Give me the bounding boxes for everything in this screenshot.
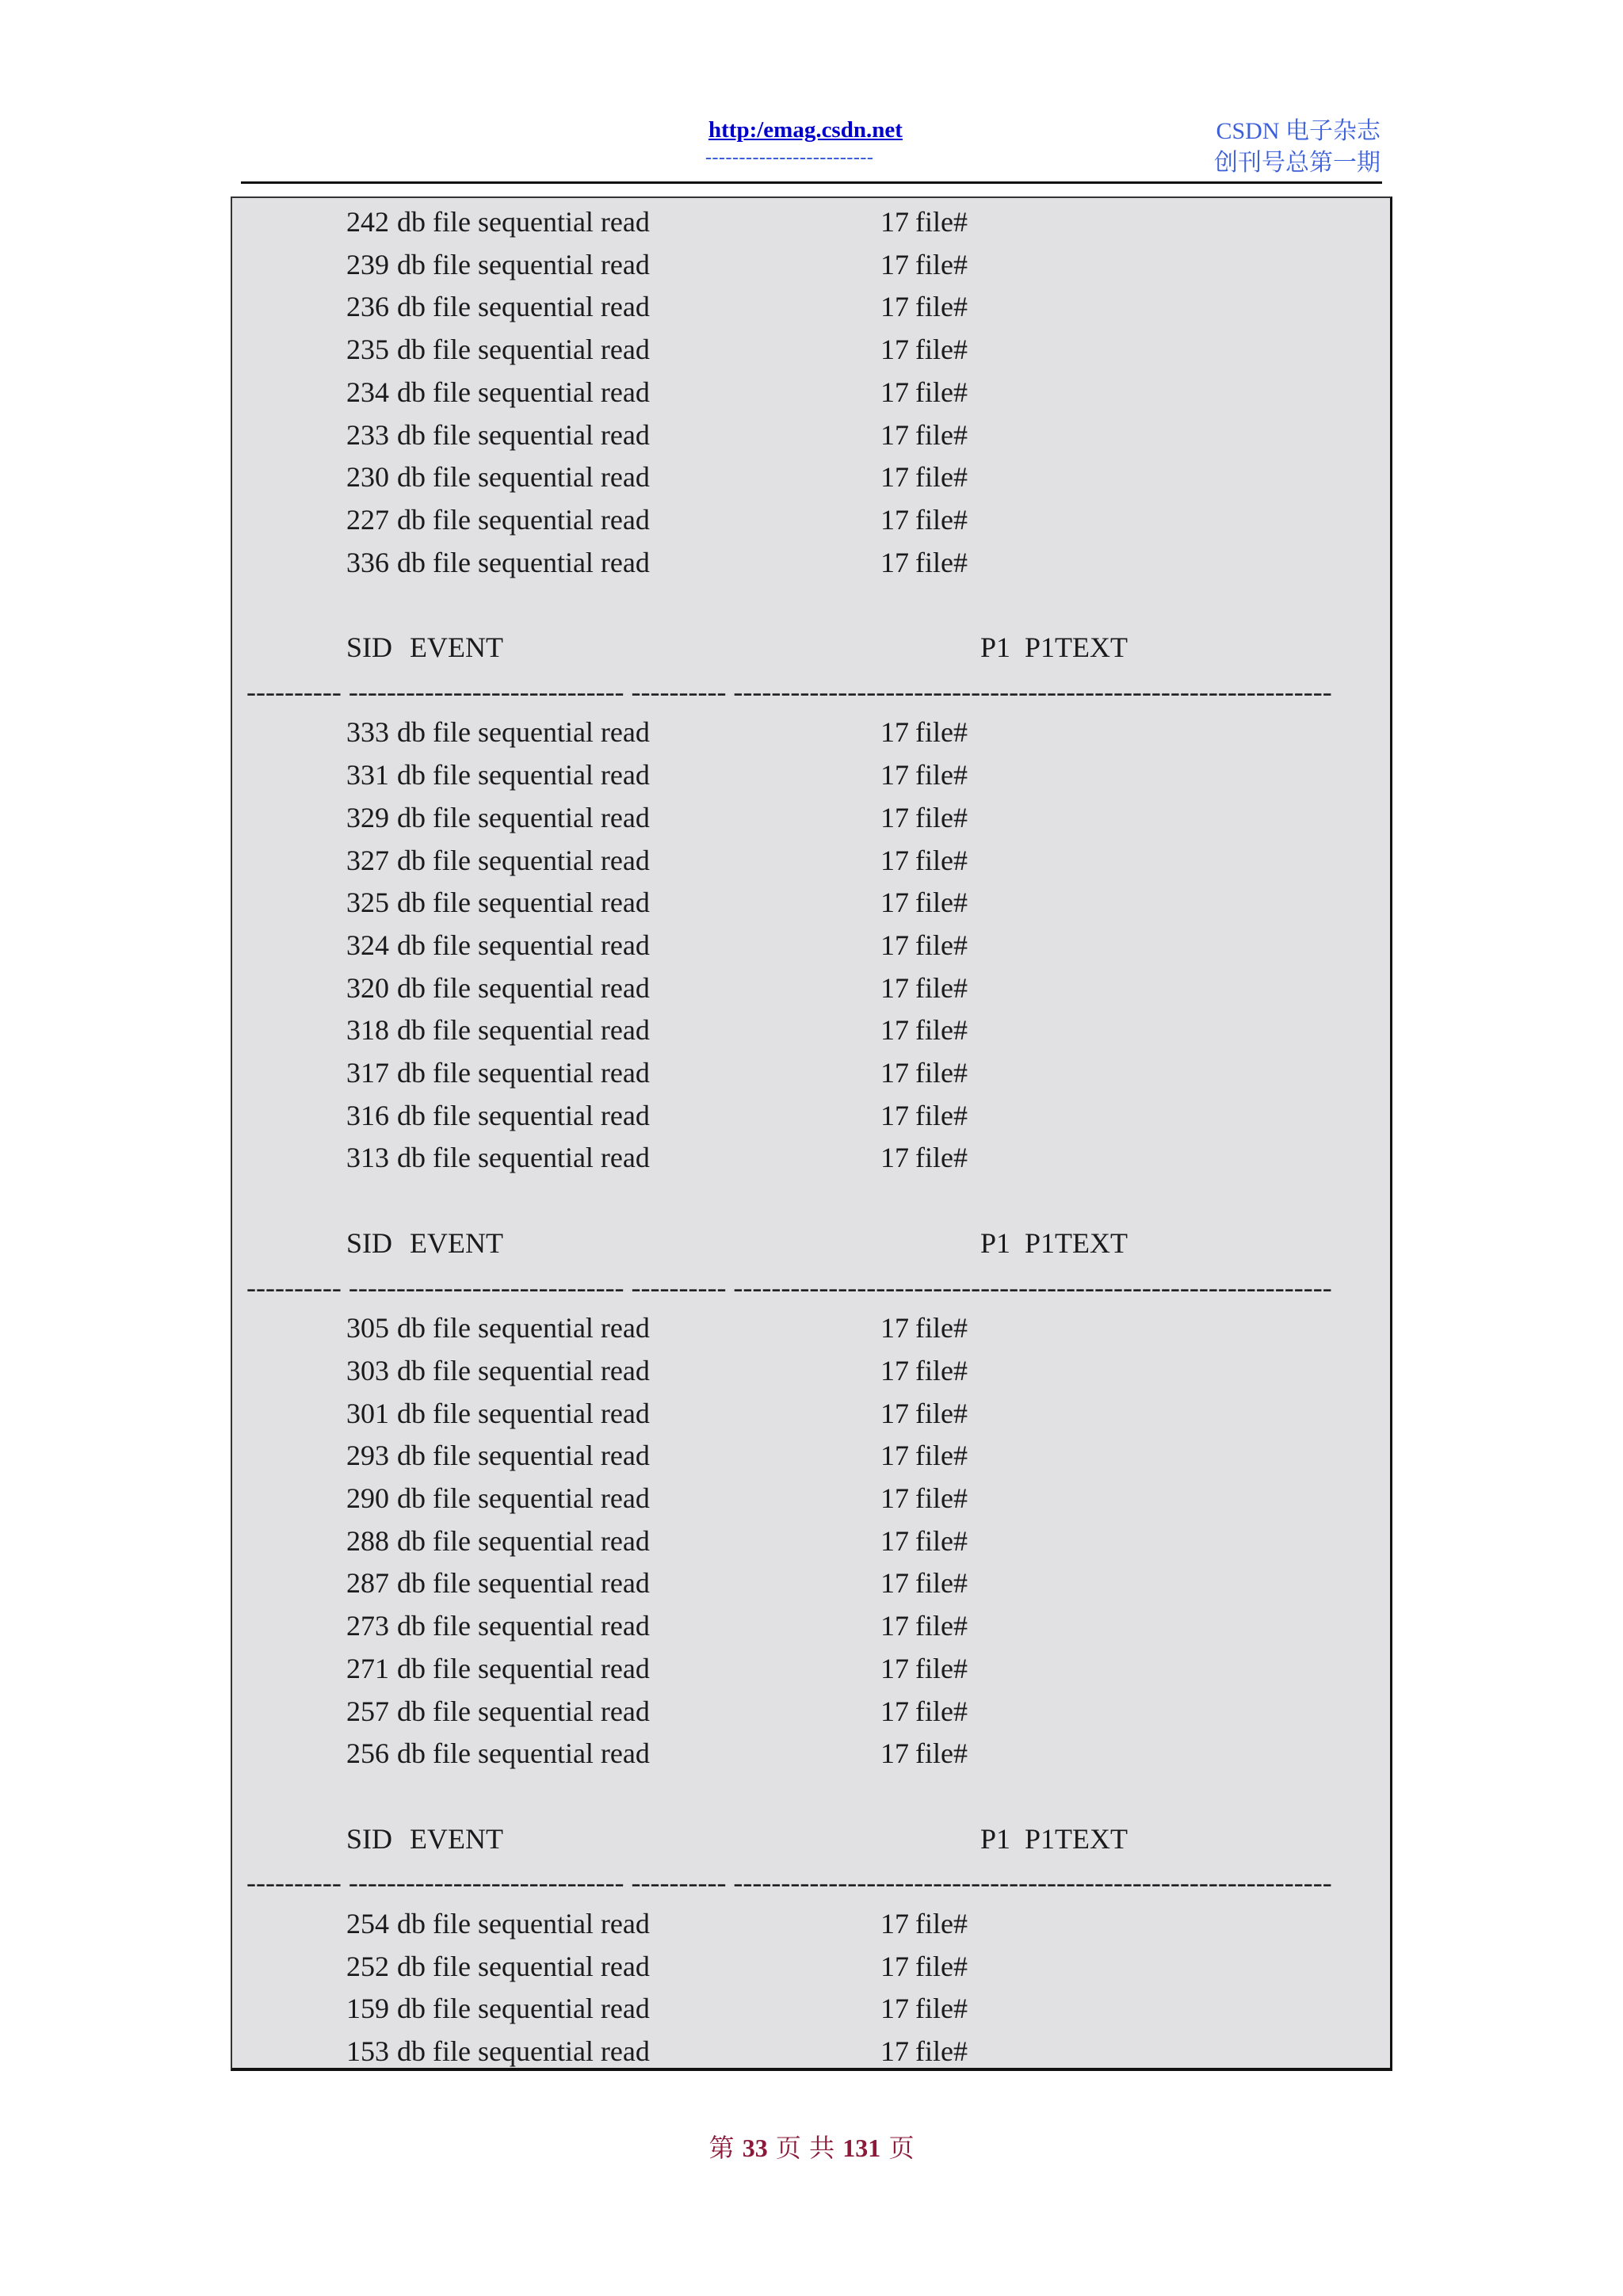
- table-row: [232, 372, 1390, 413]
- p1text-cell: file#: [915, 291, 968, 323]
- column-header-event: EVENT: [410, 1822, 503, 1855]
- p1text-cell: file#: [915, 1652, 968, 1684]
- event-cell: db file sequential read: [397, 334, 650, 366]
- sid-cell: 329: [346, 801, 389, 833]
- sid-cell: 325: [346, 887, 389, 919]
- column-header-p1text: P1TEXT: [1025, 631, 1128, 663]
- p1-cell: 17: [880, 1610, 909, 1642]
- p1-cell: 17: [880, 1142, 909, 1174]
- p1text-cell: file#: [915, 206, 968, 238]
- footer-middle: 页 共: [775, 2133, 835, 2163]
- sid-cell: 239: [346, 248, 389, 280]
- event-cell: db file sequential read: [397, 1737, 650, 1770]
- sid-cell: 288: [346, 1524, 389, 1557]
- p1text-cell: file#: [915, 418, 968, 451]
- p1text-cell: file#: [915, 1440, 968, 1472]
- p1-cell: 17: [880, 1652, 909, 1684]
- sid-cell: 293: [346, 1440, 389, 1472]
- table-row: [232, 1691, 1390, 1732]
- p1-cell: 17: [880, 844, 909, 876]
- p1text-cell: file#: [915, 1695, 968, 1727]
- p1-cell: 17: [880, 716, 909, 749]
- sid-cell: 242: [346, 206, 389, 238]
- table-row: [232, 414, 1390, 456]
- p1text-cell: file#: [915, 1397, 968, 1429]
- p1-cell: 17: [880, 971, 909, 1004]
- table-row: [232, 1350, 1390, 1391]
- p1text-cell: file#: [915, 1567, 968, 1600]
- sid-cell: 257: [346, 1695, 389, 1727]
- table-row: [232, 967, 1390, 1009]
- table-row: [232, 1562, 1390, 1604]
- column-header-p1: P1: [980, 1226, 1011, 1259]
- p1text-cell: file#: [915, 1057, 968, 1089]
- p1text-cell: file#: [915, 376, 968, 408]
- table-row: [232, 1307, 1390, 1348]
- table-row: [232, 244, 1390, 285]
- p1text-cell: file#: [915, 1524, 968, 1557]
- table-row: [232, 882, 1390, 923]
- p1text-cell: file#: [915, 971, 968, 1004]
- sid-cell: 234: [346, 376, 389, 408]
- sid-cell: 316: [346, 1099, 389, 1131]
- column-header-p1: P1: [980, 631, 1011, 663]
- p1text-cell: file#: [915, 503, 968, 536]
- table-row: [232, 201, 1390, 242]
- table-row: [232, 711, 1390, 753]
- magazine-name: CSDN 电子杂志: [1216, 118, 1381, 144]
- sid-cell: 318: [346, 1014, 389, 1047]
- p1text-cell: file#: [915, 461, 968, 494]
- footer-suffix: 页: [888, 2133, 915, 2163]
- p1-cell: 17: [880, 1482, 909, 1514]
- sid-cell: 327: [346, 844, 389, 876]
- p1text-cell: file#: [915, 1908, 968, 1939]
- current-page-number: 33: [742, 2134, 768, 2162]
- sid-cell: 317: [346, 1057, 389, 1089]
- p1text-cell: file#: [915, 1737, 968, 1770]
- sid-cell: 153: [346, 2035, 389, 2068]
- sid-cell: 305: [346, 1312, 389, 1344]
- p1text-cell: file#: [915, 759, 968, 791]
- p1-cell: 17: [880, 1950, 909, 1982]
- table-row: [232, 1393, 1390, 1434]
- footer-prefix: 第: [708, 2133, 735, 2163]
- column-header-row: [232, 1818, 1390, 1859]
- p1-cell: 17: [880, 1695, 909, 1727]
- event-cell: db file sequential read: [397, 971, 650, 1004]
- event-cell: db file sequential read: [397, 248, 650, 280]
- p1-cell: 17: [880, 1908, 909, 1939]
- column-separator: ---------- ----------------------------- ---------- ---------------------------------------------------------------: [246, 1271, 1332, 1303]
- sid-cell: 227: [346, 503, 389, 536]
- p1-cell: 17: [880, 887, 909, 919]
- table-row: [232, 329, 1390, 370]
- p1text-cell: file#: [915, 1610, 968, 1642]
- total-page-count: 131: [842, 2134, 881, 2162]
- p1-cell: 17: [880, 1354, 909, 1386]
- p1text-cell: file#: [915, 1099, 968, 1131]
- table-row: [232, 1520, 1390, 1562]
- p1text-cell: file#: [915, 334, 968, 366]
- p1-cell: 17: [880, 1524, 909, 1557]
- event-cell: db file sequential read: [397, 546, 650, 578]
- p1-cell: 17: [880, 929, 909, 961]
- p1-cell: 17: [880, 418, 909, 451]
- event-cell: db file sequential read: [397, 1354, 650, 1386]
- p1-cell: 17: [880, 461, 909, 494]
- p1text-cell: file#: [915, 929, 968, 961]
- column-header-row: [232, 1222, 1390, 1264]
- p1text-cell: file#: [915, 1482, 968, 1514]
- event-cell: db file sequential read: [397, 1142, 650, 1174]
- sid-cell: 256: [346, 1737, 389, 1770]
- event-cell: db file sequential read: [397, 206, 650, 238]
- table-row: [232, 1605, 1390, 1646]
- sid-cell: 271: [346, 1652, 389, 1684]
- column-header-event: EVENT: [410, 631, 503, 663]
- table-row: [232, 286, 1390, 327]
- event-cell: db file sequential read: [397, 503, 650, 536]
- event-cell: db file sequential read: [397, 291, 650, 323]
- sid-cell: 252: [346, 1950, 389, 1982]
- p1text-cell: file#: [915, 248, 968, 280]
- event-cell: db file sequential read: [397, 1695, 650, 1727]
- table-row: [232, 1052, 1390, 1093]
- header-magazine: [1214, 116, 1381, 179]
- event-cell: db file sequential read: [397, 1524, 650, 1557]
- event-cell: db file sequential read: [397, 461, 650, 494]
- table-row: [232, 1648, 1390, 1689]
- table-row: [232, 1903, 1390, 1944]
- p1-cell: 17: [880, 1397, 909, 1429]
- column-header-p1text: P1TEXT: [1025, 1226, 1128, 1259]
- p1-cell: 17: [880, 801, 909, 833]
- event-cell: db file sequential read: [397, 418, 650, 451]
- sid-cell: 333: [346, 716, 389, 749]
- sid-cell: 159: [346, 1993, 389, 2025]
- sid-cell: 273: [346, 1610, 389, 1642]
- event-cell: db file sequential read: [397, 1652, 650, 1684]
- table-row: [232, 797, 1390, 838]
- table-row: [232, 1988, 1390, 2029]
- event-cell: db file sequential read: [397, 801, 650, 833]
- p1-cell: 17: [880, 1737, 909, 1770]
- event-cell: db file sequential read: [397, 376, 650, 408]
- sid-cell: 290: [346, 1482, 389, 1514]
- header-url-underline: -------------------------: [705, 147, 874, 168]
- event-cell: db file sequential read: [397, 759, 650, 791]
- column-header-p1: P1: [980, 1822, 1011, 1855]
- table-row: [232, 1137, 1390, 1178]
- p1-cell: 17: [880, 546, 909, 578]
- p1text-cell: file#: [915, 716, 968, 749]
- p1-cell: 17: [880, 1057, 909, 1089]
- p1text-cell: file#: [915, 887, 968, 919]
- p1text-cell: file#: [915, 1950, 968, 1982]
- p1text-cell: file#: [915, 2035, 968, 2068]
- magazine-issue: 创刊号总第一期: [1214, 150, 1381, 176]
- table-row: [232, 840, 1390, 881]
- event-cell: db file sequential read: [397, 2035, 650, 2068]
- p1-cell: 17: [880, 1014, 909, 1047]
- table-row: [232, 499, 1390, 540]
- p1text-cell: file#: [915, 1014, 968, 1047]
- table-row: [232, 754, 1390, 795]
- event-cell: db file sequential read: [397, 1397, 650, 1429]
- event-cell: db file sequential read: [397, 1482, 650, 1514]
- event-cell: db file sequential read: [397, 1567, 650, 1600]
- table-row: [232, 2031, 1390, 2072]
- p1text-cell: file#: [915, 1312, 968, 1344]
- p1-cell: 17: [880, 248, 909, 280]
- code-listing-box: [231, 196, 1392, 2071]
- table-row: [232, 456, 1390, 498]
- event-cell: db file sequential read: [397, 1610, 650, 1642]
- event-cell: db file sequential read: [397, 1057, 650, 1089]
- column-header-event: EVENT: [410, 1226, 503, 1259]
- table-row: [232, 542, 1390, 583]
- p1-cell: 17: [880, 1567, 909, 1600]
- p1-cell: 17: [880, 1993, 909, 2025]
- sid-cell: 303: [346, 1354, 389, 1386]
- event-cell: db file sequential read: [397, 1908, 650, 1939]
- event-cell: db file sequential read: [397, 1440, 650, 1472]
- p1-cell: 17: [880, 759, 909, 791]
- p1text-cell: file#: [915, 1142, 968, 1174]
- sid-cell: 236: [346, 291, 389, 323]
- sid-cell: 235: [346, 334, 389, 366]
- table-row: [232, 1478, 1390, 1519]
- event-cell: db file sequential read: [397, 887, 650, 919]
- p1-cell: 17: [880, 291, 909, 323]
- table-row: [232, 925, 1390, 966]
- column-header-p1text: P1TEXT: [1025, 1822, 1128, 1855]
- event-cell: db file sequential read: [397, 716, 650, 749]
- sid-cell: 230: [346, 461, 389, 494]
- header-rule: [241, 181, 1382, 184]
- sid-cell: 301: [346, 1397, 389, 1429]
- column-header-sid: SID: [346, 631, 393, 663]
- column-header-sid: SID: [346, 1226, 393, 1259]
- sid-cell: 233: [346, 418, 389, 451]
- sid-cell: 331: [346, 759, 389, 791]
- table-row: [232, 1095, 1390, 1136]
- sid-cell: 336: [346, 546, 389, 578]
- event-cell: db file sequential read: [397, 1993, 650, 2025]
- p1text-cell: file#: [915, 844, 968, 876]
- p1text-cell: file#: [915, 801, 968, 833]
- sid-cell: 320: [346, 971, 389, 1004]
- p1text-cell: file#: [915, 1354, 968, 1386]
- p1text-cell: file#: [915, 1993, 968, 2025]
- column-header-sid: SID: [346, 1822, 393, 1855]
- event-cell: db file sequential read: [397, 1014, 650, 1047]
- column-separator: ---------- ----------------------------- ---------- ---------------------------------------------------------------: [246, 1867, 1332, 1899]
- p1-cell: 17: [880, 2035, 909, 2068]
- p1text-cell: file#: [915, 546, 968, 578]
- sid-cell: 254: [346, 1908, 389, 1939]
- table-row: [232, 1435, 1390, 1476]
- sid-cell: 313: [346, 1142, 389, 1174]
- p1-cell: 17: [880, 334, 909, 366]
- event-cell: db file sequential read: [397, 844, 650, 876]
- p1-cell: 17: [880, 206, 909, 238]
- sid-cell: 287: [346, 1567, 389, 1600]
- p1-cell: 17: [880, 1099, 909, 1131]
- p1-cell: 17: [880, 503, 909, 536]
- table-row: [232, 1009, 1390, 1051]
- p1-cell: 17: [880, 1312, 909, 1344]
- event-cell: db file sequential read: [397, 1950, 650, 1982]
- event-cell: db file sequential read: [397, 1099, 650, 1131]
- page-footer: [0, 2128, 1623, 2164]
- header-url-link[interactable]: http:/emag.csdn.net: [708, 117, 903, 143]
- event-cell: db file sequential read: [397, 929, 650, 961]
- column-separator: ---------- ----------------------------- ---------- ---------------------------------------------------------------: [246, 675, 1332, 707]
- event-cell: db file sequential read: [397, 1312, 650, 1344]
- column-header-row: [232, 627, 1390, 668]
- p1-cell: 17: [880, 376, 909, 408]
- table-row: [232, 1946, 1390, 1987]
- p1-cell: 17: [880, 1440, 909, 1472]
- sid-cell: 324: [346, 929, 389, 961]
- table-row: [232, 1733, 1390, 1774]
